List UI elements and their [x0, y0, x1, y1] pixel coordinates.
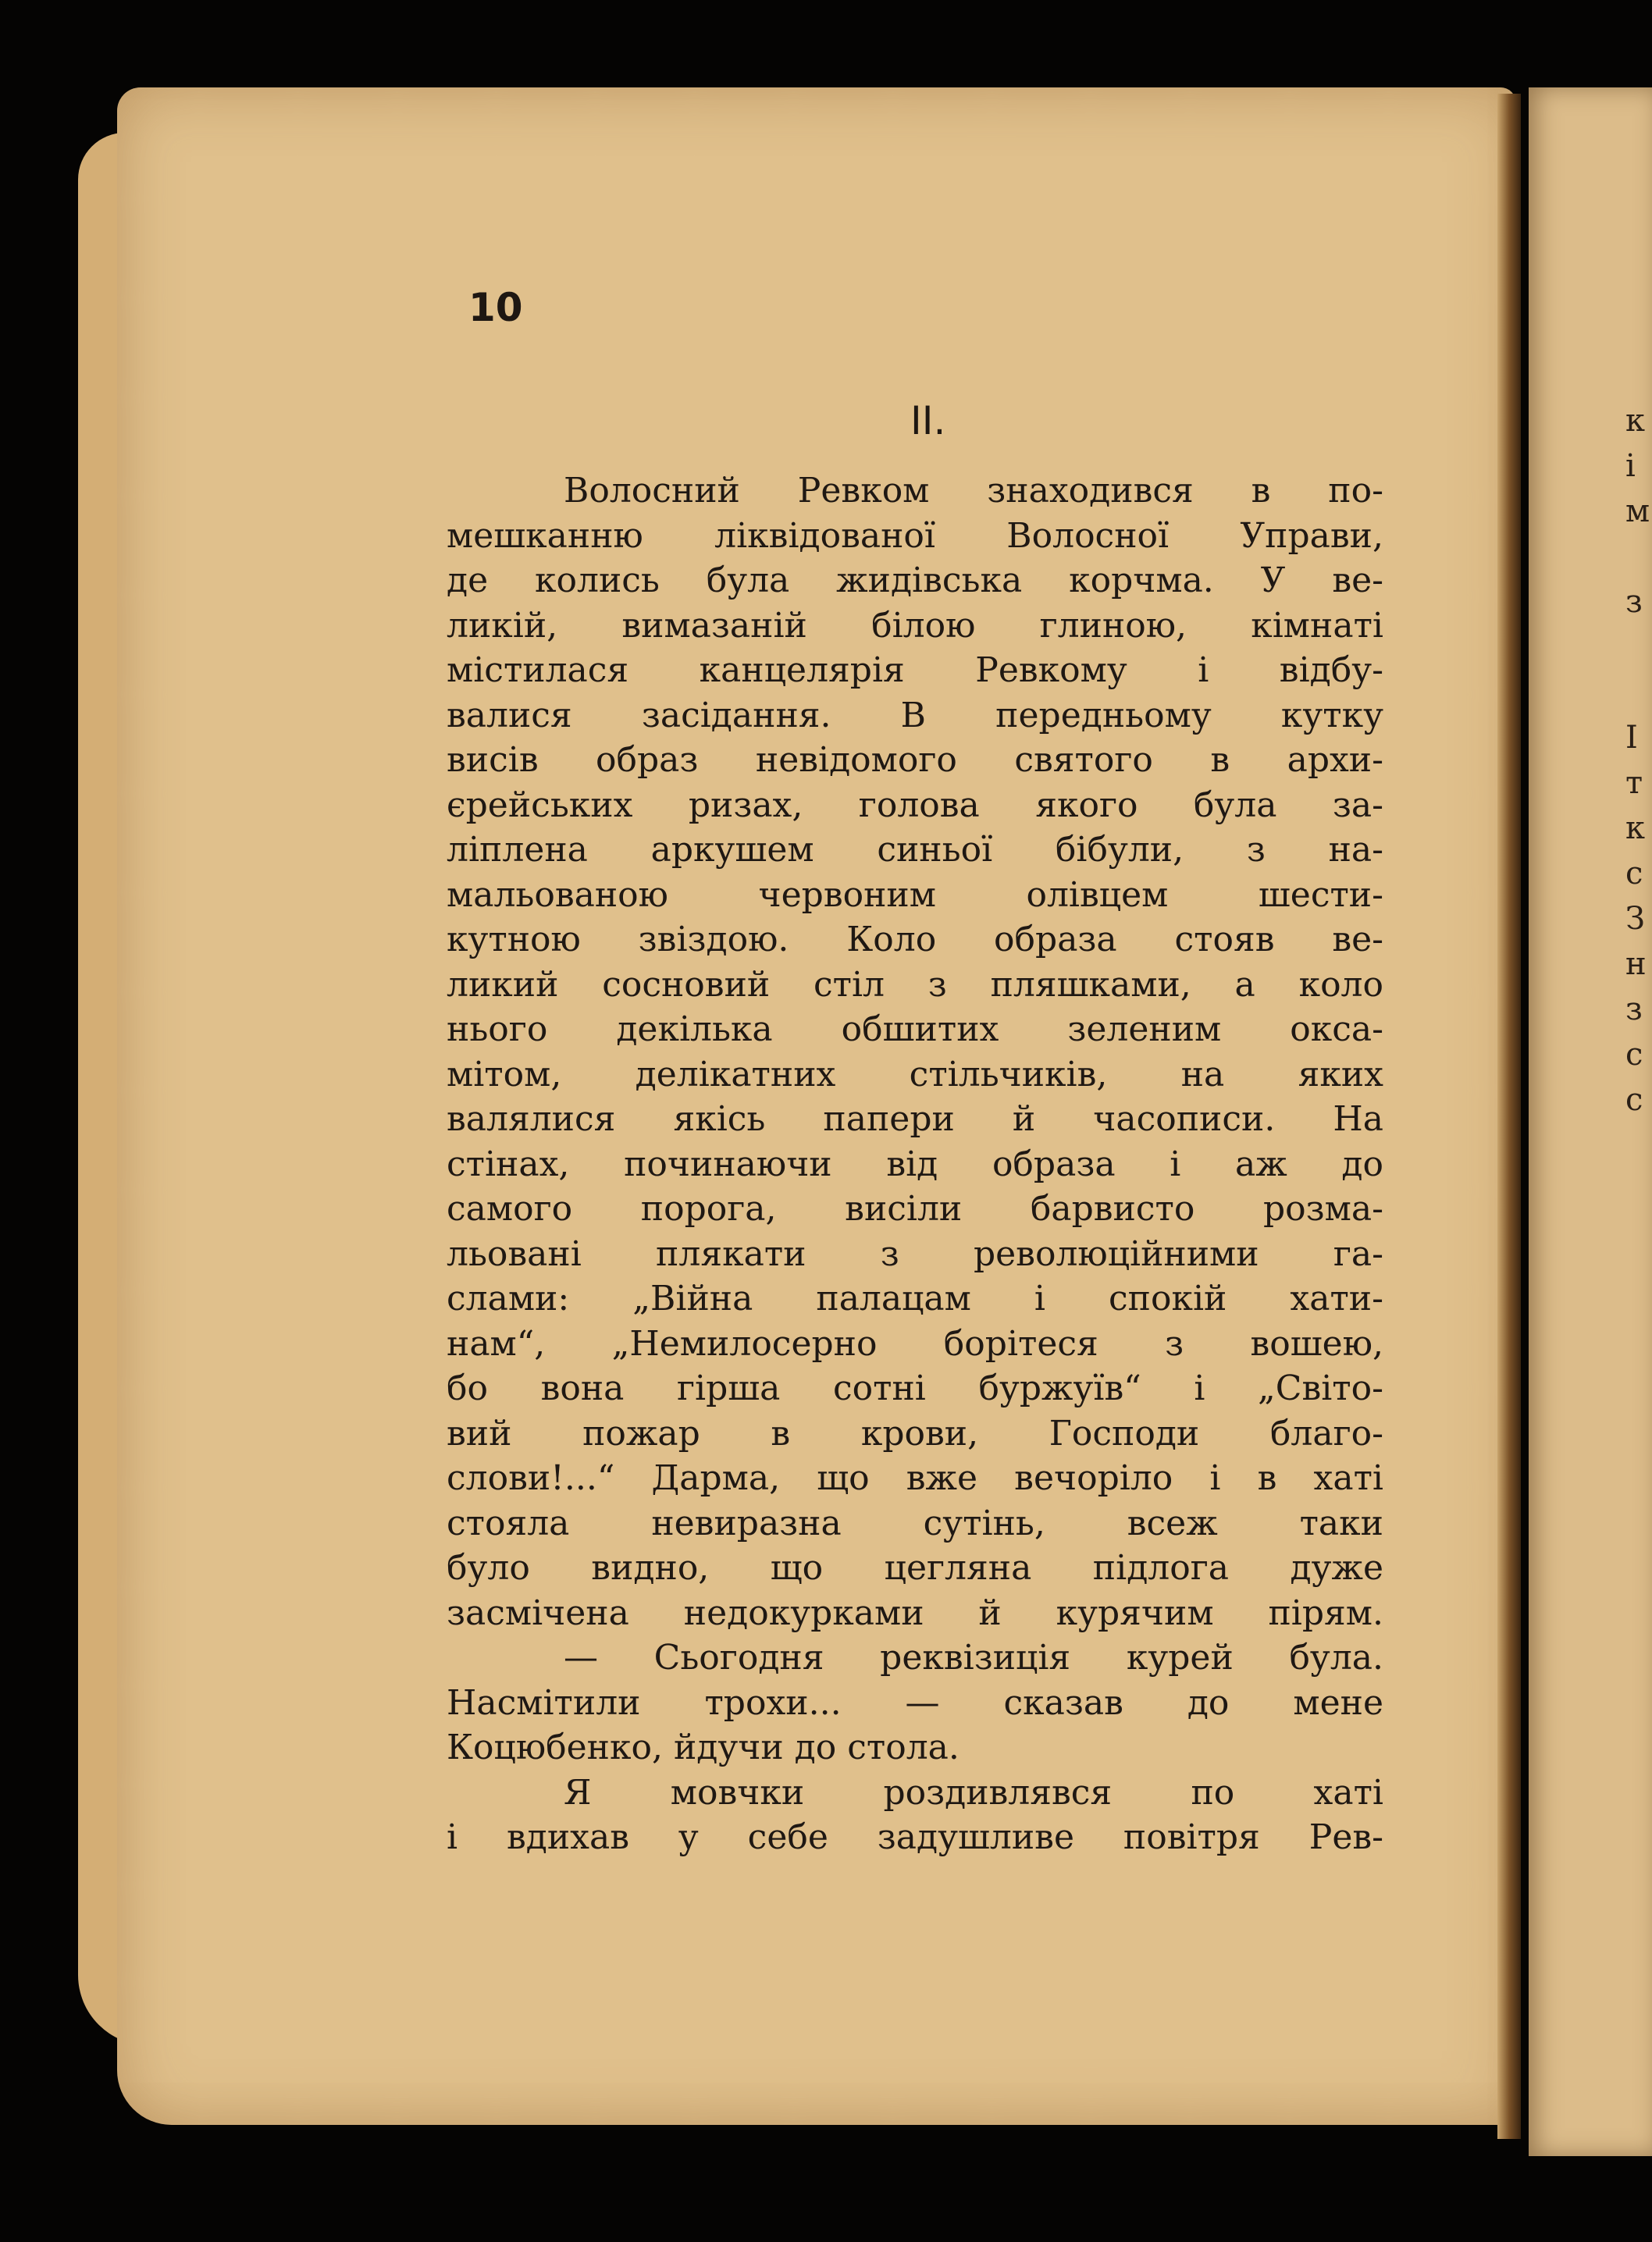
text-line: слови!...“ Дарма, що вже вечоріло і в хаті [447, 1458, 1383, 1498]
chapter-heading: II. [910, 398, 946, 443]
text-line: стояла невиразна сутінь, всеж таки [447, 1503, 1383, 1543]
text-line: єрейських ризах, голова якого була за- [447, 785, 1383, 825]
text-line: слами: „Війна палацам і спокій хати- [447, 1279, 1383, 1319]
right-fragment: м [1625, 493, 1650, 529]
text-line: нього декілька обшитих зеленим окса- [447, 1009, 1383, 1049]
text-line: Коцюбенко, йдучи до стола. [447, 1728, 960, 1767]
text-line: було видно, що цегляна підлога дуже [447, 1548, 1383, 1588]
right-fragment: с [1625, 856, 1643, 891]
text-line: Насмітили трохи... — сказав до мене [447, 1682, 1383, 1723]
text-line: валися засідання. В передньому кутку [447, 695, 1383, 735]
text-line: вий пожар в крови, Господи благо- [447, 1413, 1383, 1454]
text-line: і вдихав у себе задушливе повітря Рев- [447, 1817, 1383, 1857]
text-line: ликій, вимазаній білою глиною, кімнаті [447, 605, 1383, 646]
book-gutter [1497, 94, 1521, 2139]
text-line: валялися якісь папери й часописи. На [447, 1099, 1383, 1139]
text-line: стінах, починаючи від образа і аж до [447, 1144, 1383, 1184]
text-line: Я мовчки роздивлявся по хаті [564, 1772, 1383, 1813]
text-line: де колись була жидівська корчма. У ве- [447, 560, 1383, 600]
text-line: висів образ невідомого святого в архи- [447, 740, 1383, 780]
text-line: нам“, „Немилосерно борітеся з вошею, [447, 1323, 1383, 1364]
body-text [447, 468, 1383, 1860]
right-fragment [1625, 534, 1652, 579]
right-page-text-fragments [1625, 398, 1652, 1123]
right-fragment: З [1625, 901, 1645, 937]
right-fragment: н [1625, 946, 1647, 982]
right-fragment: к [1625, 403, 1645, 439]
right-fragment: і [1625, 448, 1636, 484]
text-line: мітом, делікатних стільчиків, на яких [447, 1054, 1383, 1094]
text-line: самого порога, висіли барвисто розма- [447, 1189, 1383, 1229]
right-fragment: с [1625, 1082, 1643, 1118]
text-line: — Сьогодня реквізиція курей була. [564, 1638, 1383, 1678]
right-fragment: к [1625, 810, 1645, 846]
page-number: 10 [468, 285, 523, 330]
text-line: льовані плякати з революційними га- [447, 1233, 1383, 1274]
text-line: Волосний Ревком знаходився в по- [564, 471, 1383, 511]
right-fragment: з [1625, 584, 1643, 620]
text-line: мешканню ліквідованої Волосної Управи, [447, 515, 1383, 556]
right-fragment [1625, 670, 1652, 715]
text-line: мальованою червоним олівцем шести- [447, 874, 1383, 915]
text-line: кутною звіздою. Коло образа стояв ве- [447, 920, 1383, 959]
right-fragment: з [1625, 991, 1643, 1027]
text-line: ликий сосновий стіл з пляшками, а коло [447, 964, 1383, 1005]
right-fragment: т [1625, 765, 1643, 801]
text-line: містилася канцелярія Ревкому і відбу- [447, 650, 1383, 690]
text-line: бо вона гірша сотні буржуїв“ і „Світо- [447, 1368, 1383, 1408]
text-line: засмічена недокурками й курячим пірям. [447, 1593, 1383, 1633]
right-fragment: І [1625, 720, 1638, 756]
text-line: ліплена аркушем синьої бібули, з на- [447, 830, 1383, 870]
right-fragment: с [1625, 1037, 1643, 1073]
right-fragment [1625, 625, 1652, 670]
